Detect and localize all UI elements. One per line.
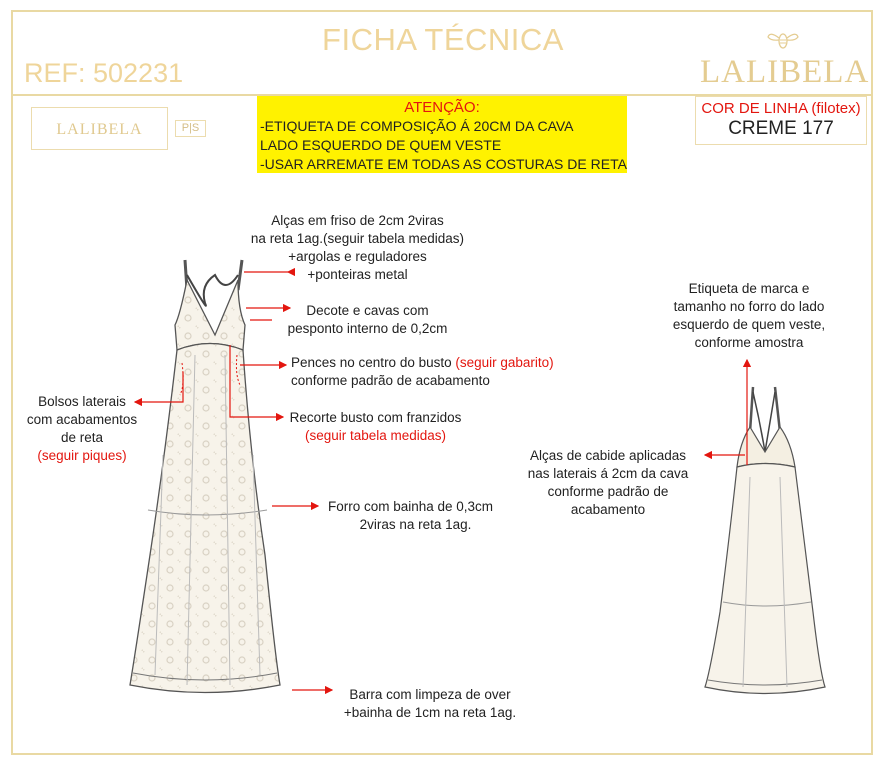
attention-line: -USAR ARREMATE EM TODAS AS COSTURAS DE RETA <box>260 156 627 172</box>
reference-code: REF: 502231 <box>24 58 184 88</box>
note-pockets: Bolsos laterais com acabamentos de reta (seguir piques) <box>26 394 138 463</box>
brand-label: LALIBELA <box>31 107 168 150</box>
note-lining: Forro com bainha de 0,3cm 2viras na reta 1ag. <box>327 499 494 532</box>
attention-line: LADO ESQUERDO DE QUEM VESTE <box>260 137 502 153</box>
size-label: P|S <box>175 120 206 137</box>
attention-heading: ATENÇÃO: <box>404 99 480 116</box>
note-brand-tag: Etiqueta de marca e tamanho no forro do lado esquerdo de quem veste, conforme amostra <box>672 281 826 350</box>
note-bust: Recorte busto com franzidos (seguir tabela medidas) <box>289 410 462 443</box>
note-neckline: Decote e cavas com pesponto interno de 0,2cm <box>287 303 448 336</box>
note-hem: Barra com limpeza de over +bainha de 1cm na reta 1ag. <box>343 687 517 720</box>
note-hanger-loops: Alças de cabide aplicadas nas laterais á 2cm da cava conforme padrão de acabamento <box>527 448 689 517</box>
note-darts: Pences no centro do busto (seguir gabarito) conforme padrão de acabamento <box>291 355 554 388</box>
note-straps: Alças em friso de 2cm 2viras na reta 1ag.(seguir tabela medidas) +argolas e reguladores +ponteiras metal <box>250 213 465 282</box>
attention-line: -ETIQUETA DE COMPOSIÇÃO Á 20CM DA CAVA <box>260 118 574 134</box>
page-title: FICHA TÉCNICA <box>322 22 564 57</box>
thread-color-value: CREME 177 <box>728 118 834 139</box>
brand-logo: LALIBELA <box>700 54 870 90</box>
thread-color-title: COR DE LINHA (filotex) <box>701 100 861 117</box>
